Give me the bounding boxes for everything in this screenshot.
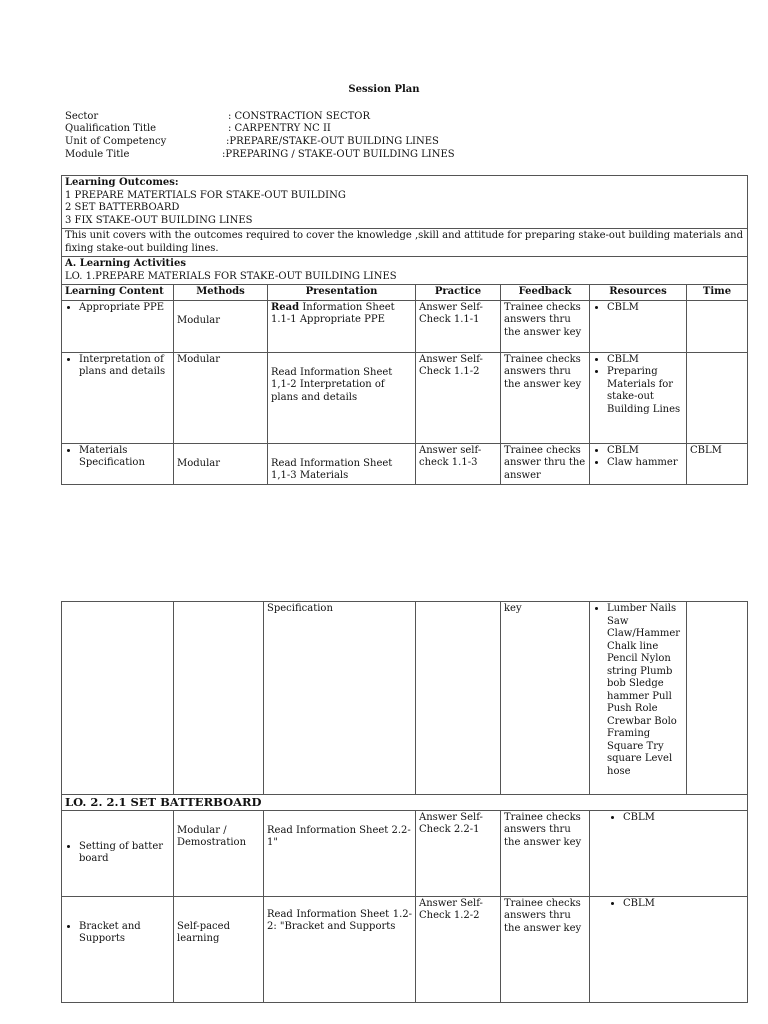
methods-cell: Modular [174,352,268,443]
methods-cell: Modular [174,443,268,484]
feedback-cell: key [501,602,590,795]
feedback-cell: Trainee checks answers thru the answer key [501,810,590,896]
presentation-bold: Read [271,301,300,313]
presentation-cell: Read Information Sheet 2.2-1" [264,810,416,896]
resource-item: • CBLM [607,302,683,315]
practice-cell: Answer self-check 1.1-3 [416,443,501,484]
table-row [62,602,748,795]
header-methods: Methods [174,285,268,301]
table-row [62,896,748,1002]
time-cell: CBLM [687,443,748,484]
unit-description: This unit covers with the outcomes required to cover the knowledge ,skill and attitude for preparing stake-out building materials and fixing stake-out building lines. [62,229,748,257]
info-value: :PREPARING / STAKE-OUT BUILDING LINES [222,149,455,160]
table-row [62,352,748,443]
info-value: : CARPENTRY NC II [228,123,331,134]
presentation-cell: Read Information Sheet 1.2-2: "Bracket and Supports [264,896,416,1002]
presentation-cell: Specification [264,602,416,795]
table-row [62,300,748,352]
page-title: Session Plan [348,84,420,95]
info-label: Unit of Competency [65,136,167,147]
learning-content: • Interpretation of plans and details [79,354,170,379]
lo2-row [62,795,748,811]
table-row [62,810,748,896]
resource-item: • Preparing Materials for stake-out Building Lines [607,366,683,416]
learning-content: • Setting of batter board [79,841,170,866]
practice-cell: Answer Self-Check 2.2-1 [416,810,501,896]
methods-cell: Modular / Demostration [174,810,264,896]
table-row [62,443,748,484]
lo1-heading: LO. 1.PREPARE MATERIALS FOR STAKE-OUT BUILDING LINES [65,270,397,282]
practice-cell: Answer Self-Check 1.1-2 [416,352,501,443]
resource-item: • CBLM [607,354,683,367]
time-cell [687,352,748,443]
info-label: Module Title [65,149,130,160]
info-value: : CONSTRACTION SECTOR [228,111,371,122]
methods-cell: Modular [174,300,268,352]
learning-content: • Materials Specification [79,445,170,470]
info-label: Sector [65,111,99,122]
resource-item: • CBLM [607,445,683,458]
outcomes-row [62,176,748,229]
presentation-cell: Read Information Sheet 1,1-3 Materials [268,443,416,484]
session-table-2 [61,601,748,1003]
feedback-cell: Trainee checks answer thru the answer [501,443,590,484]
presentation-text: Information Sheet 1.1-1 Appropriate PPE [271,301,395,325]
learning-content: • Bracket and Supports [79,921,170,946]
time-cell [687,300,748,352]
header-practice: Practice [416,285,501,301]
outcome-item: 1 PREPARE MATERTIALS FOR STAKE-OUT BUILDING [65,189,346,201]
resource-item: • Lumber Nails Saw Claw/Hammer Chalk line Pencil Nylon string Plumb bob Sledge hammer Pull Push Role Crewbar Bolo Framing Square Try square Level hose [607,603,683,778]
header-feedback: Feedback [501,285,590,301]
methods-cell: Self-paced learning [174,896,264,1002]
practice-cell: Answer Self-Check 1.1-1 [416,300,501,352]
outcome-item: 3 FIX STAKE-OUT BUILDING LINES [65,214,253,226]
header-time: Time [687,285,748,301]
learning-content: • Appropriate PPE [79,302,170,315]
info-value: :PREPARE/STAKE-OUT BUILDING LINES [226,136,439,147]
resource-item: • CBLM [623,898,744,911]
feedback-cell: Trainee checks answers thru the answer key [501,300,590,352]
description-row [62,229,748,257]
resource-item: • CBLM [623,812,744,825]
presentation-cell [268,300,416,352]
activities-row [62,257,748,285]
session-table-1 [61,175,748,485]
header-resources: Resources [590,285,687,301]
header-learning-content: Learning Content [62,285,174,301]
resource-item: • Claw hammer [607,457,683,470]
outcomes-heading: Learning Outcomes: [65,177,179,188]
header-presentation: Presentation [268,285,416,301]
feedback-cell: Trainee checks answers thru the answer key [501,896,590,1002]
info-label: Qualification Title [65,123,157,134]
lo2-heading: LO. 2. 2.1 SET BATTERBOARD [62,795,748,811]
header-row [62,285,748,301]
activities-heading: A. Learning Activities [65,258,186,269]
outcome-item: 2 SET BATTERBOARD [65,202,180,213]
practice-cell: Answer Self-Check 1.2-2 [416,896,501,1002]
feedback-cell: Trainee checks answers thru the answer key [501,352,590,443]
presentation-cell: Read Information Sheet 1,1-2 Interpretation of plans and details [268,352,416,443]
